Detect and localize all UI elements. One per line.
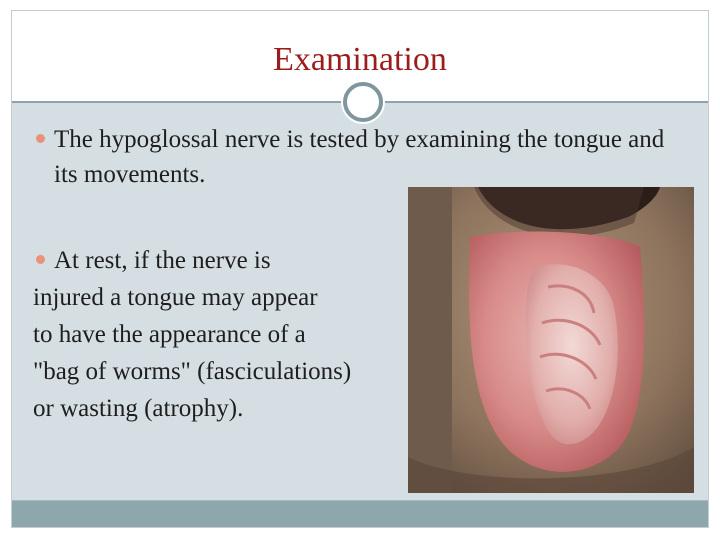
slide-title: Examination xyxy=(273,41,447,78)
divider-circle-ornament xyxy=(343,82,383,122)
bullet-line: to have the appearance of a xyxy=(33,321,306,348)
bullet-continuation xyxy=(33,279,433,427)
slide xyxy=(11,10,709,528)
tongue-photo-illustration xyxy=(408,187,694,493)
bullet-item xyxy=(54,243,384,278)
bullet-text: The hypoglossal nerve is tested by examining the tongue and its movements. xyxy=(54,126,665,188)
tongue-photo xyxy=(408,187,694,493)
bullet-line: or wasting (atrophy). xyxy=(33,395,244,422)
bottom-band xyxy=(12,500,708,527)
bullet-line: injured a tongue may appear xyxy=(33,284,318,311)
bullet-dot-icon xyxy=(36,255,45,264)
bullet-dot-icon xyxy=(36,134,45,143)
bullet-line: "bag of worms" (fasciculations) xyxy=(33,358,352,385)
bullet-item xyxy=(54,122,674,192)
bullet-text: At rest, if the nerve is xyxy=(54,247,271,274)
